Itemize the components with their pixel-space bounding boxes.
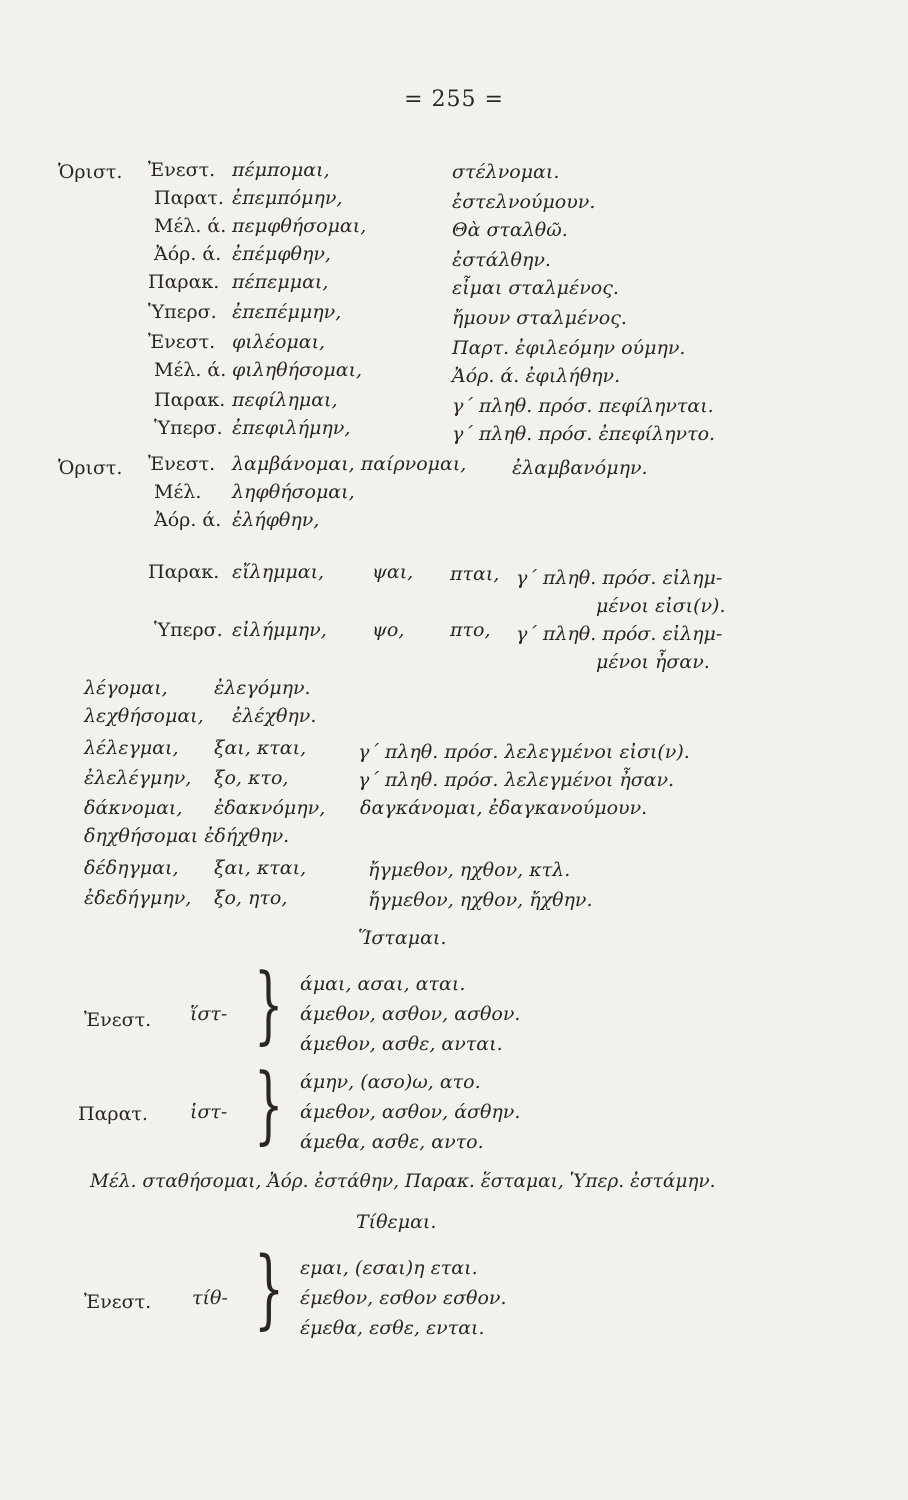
greek-form: ἐπεφιλήμην, <box>232 417 351 439</box>
greek-form: πέπεμμαι, <box>232 271 329 293</box>
modern-form: γ΄ πληθ. πρόσ. λελεγμένοι εἰσι(ν). <box>358 741 690 763</box>
tense-label: Ἀόρ. ά. <box>154 509 222 531</box>
tense-label: Παρατ. <box>154 187 224 209</box>
greek-form: ἐπεπέμμην, <box>232 301 342 323</box>
brace-icon: } <box>254 955 284 1053</box>
modern-form: γ΄ πληθ. πρόσ. εἰλημ- <box>516 623 723 645</box>
tense-label: Ἐνεστ. <box>148 159 216 181</box>
tense-label: Μέλ. ά. <box>154 359 227 381</box>
tense-label: Παρακ. <box>154 389 226 411</box>
tense-label: Ἐνεστ. <box>148 331 216 353</box>
ending-row: άμεθον, ασθον, ασθον. <box>300 1003 521 1025</box>
modern-form: ἤγμεθον, ηχθον, ἤχθην. <box>368 889 593 911</box>
ending: ψο, <box>372 619 405 641</box>
modern-form: ἤγμεθον, ηχθον, κτλ. <box>368 859 571 881</box>
modern-form-cont: μένοι εἰσι(ν). <box>596 595 726 617</box>
brace-icon: } <box>254 1239 285 1339</box>
modern-form: εἶμαι σταλμένος. <box>452 277 619 299</box>
modern-form: ἐλαμβανόμην. <box>512 457 648 479</box>
greek-form: ἐλελέγμην, <box>84 767 192 789</box>
ending: ξο, ητο, <box>214 887 288 909</box>
stem: τίθ- <box>192 1287 228 1309</box>
modern-form: ἤμουν σταλμένος. <box>452 307 627 329</box>
greek-form: φιληθήσομαι, <box>232 359 363 381</box>
greek-form: πέμπομαι, <box>232 159 330 181</box>
greek-form: πεφίλημαι, <box>232 389 338 411</box>
paradigm-title: Ἵσταμαι. <box>358 927 447 949</box>
modern-form: Παρτ. ἐφιλεόμην ούμην. <box>452 337 686 359</box>
greek-form: εἴλημμαι, <box>232 561 325 583</box>
greek-form: δάκνομαι, <box>84 797 183 819</box>
greek-form: δηχθήσομαι ἐδήχθην. <box>84 825 290 847</box>
tense-label: Παρακ. <box>148 561 220 583</box>
modern-form: Θὰ σταλθῶ. <box>452 219 568 241</box>
ending-row: άμεθα, ασθε, αντο. <box>300 1131 484 1153</box>
modern-form: ἐστελνούμουν. <box>452 191 596 213</box>
tense-label: Ὑπερσ. <box>154 619 223 641</box>
tense-label: Ἐνεστ. <box>84 1009 152 1031</box>
greek-form: εἰλήμμην, <box>232 619 327 641</box>
ending: ξο, κτο, <box>214 767 289 789</box>
paradigm-title: Τίθεμαι. <box>356 1211 437 1233</box>
modern-form: στέλνομαι. <box>452 161 560 183</box>
modern-form: γ΄ πληθ. πρόσ. λελεγμένοι ἦσαν. <box>358 769 675 791</box>
principal-parts: Μέλ. σταθήσομαι, Ἀόρ. ἐστάθην, Παρακ. ἕσταμαι, Ὑπερ. ἐστάμην. <box>90 1171 716 1192</box>
greek-form: λεχθήσομαι, <box>84 705 204 727</box>
modern-form-cont: μένοι ἦσαν. <box>596 651 710 673</box>
stem: ἱστ- <box>190 1101 228 1123</box>
greek-form: δέδηγμαι, <box>84 857 179 879</box>
tense-label: Ὑπερσ. <box>148 301 217 323</box>
stem: ἵστ- <box>190 1003 228 1025</box>
tense-label: Ἀόρ. ά. <box>154 243 222 265</box>
greek-form: ἐπεμπόμην, <box>232 187 343 209</box>
tense-label: Ἐνεστ. <box>84 1291 152 1313</box>
ending: ξαι, κται, <box>214 737 307 759</box>
greek-form: ἐλεγόμην. <box>214 677 311 699</box>
greek-form: λέγομαι, <box>84 677 168 699</box>
greek-form: ἐλέχθην. <box>232 705 317 727</box>
greek-form: λαμβάνομαι, παίρνομαι, <box>232 453 467 475</box>
greek-form: ληφθήσομαι, <box>232 481 355 503</box>
tense-label: Μέλ. ά. <box>154 215 227 237</box>
ending: ξαι, κται, <box>214 857 307 879</box>
greek-form: φιλέομαι, <box>232 331 326 353</box>
greek-form: ἐδακνόμην, <box>214 797 326 819</box>
greek-form: ἐλήφθην, <box>232 509 320 531</box>
modern-form: γ΄ πληθ. πρόσ. εἰλημ- <box>516 567 723 589</box>
tense-label: Ἐνεστ. <box>148 453 216 475</box>
tense-label: Μέλ. <box>154 481 202 503</box>
tense-label: Παρατ. <box>78 1103 148 1125</box>
modern-form: Ἀόρ. ά. ἐφιλήθην. <box>452 365 621 387</box>
ending: πτο, <box>450 619 491 641</box>
ending: πται, <box>450 563 500 585</box>
tense-label: Παρακ. <box>148 271 220 293</box>
ending-row: εμαι, (εσαι)η εται. <box>300 1257 478 1279</box>
greek-form: ἐπέμφθην, <box>232 243 331 265</box>
modern-form: γ΄ πληθ. πρόσ. ἐπεφίληντο. <box>452 423 716 445</box>
ending-row: έμεθον, εσθον εσθον. <box>300 1287 507 1309</box>
modern-form: ἐστάλθην. <box>452 249 551 271</box>
modern-form: δαγκάνομαι, ἐδαγκανούμουν. <box>360 797 648 819</box>
mood-label: Ὁριστ. <box>58 457 123 479</box>
modern-form: γ΄ πληθ. πρόσ. πεφίληνται. <box>452 395 714 417</box>
greek-form: λέλεγμαι, <box>84 737 179 759</box>
brace-icon: } <box>254 1055 284 1153</box>
greek-form: ἐδεδήγμην, <box>84 887 192 909</box>
page-number: = 255 = <box>404 87 504 112</box>
greek-form: πεμφθήσομαι, <box>232 215 367 237</box>
ending: ψαι, <box>372 561 414 583</box>
tense-label: Ὑπερσ. <box>154 417 223 439</box>
ending-row: άμεθον, ασθε, ανται. <box>300 1033 503 1055</box>
mood-label: Ὁριστ. <box>58 161 123 183</box>
ending-row: άμεθον, ασθον, άσθην. <box>300 1101 521 1123</box>
ending-row: άμαι, ασαι, αται. <box>300 973 466 995</box>
ending-row: έμεθα, εσθε, ενται. <box>300 1317 485 1339</box>
ending-row: άμην, (ασο)ω, ατο. <box>300 1071 481 1093</box>
